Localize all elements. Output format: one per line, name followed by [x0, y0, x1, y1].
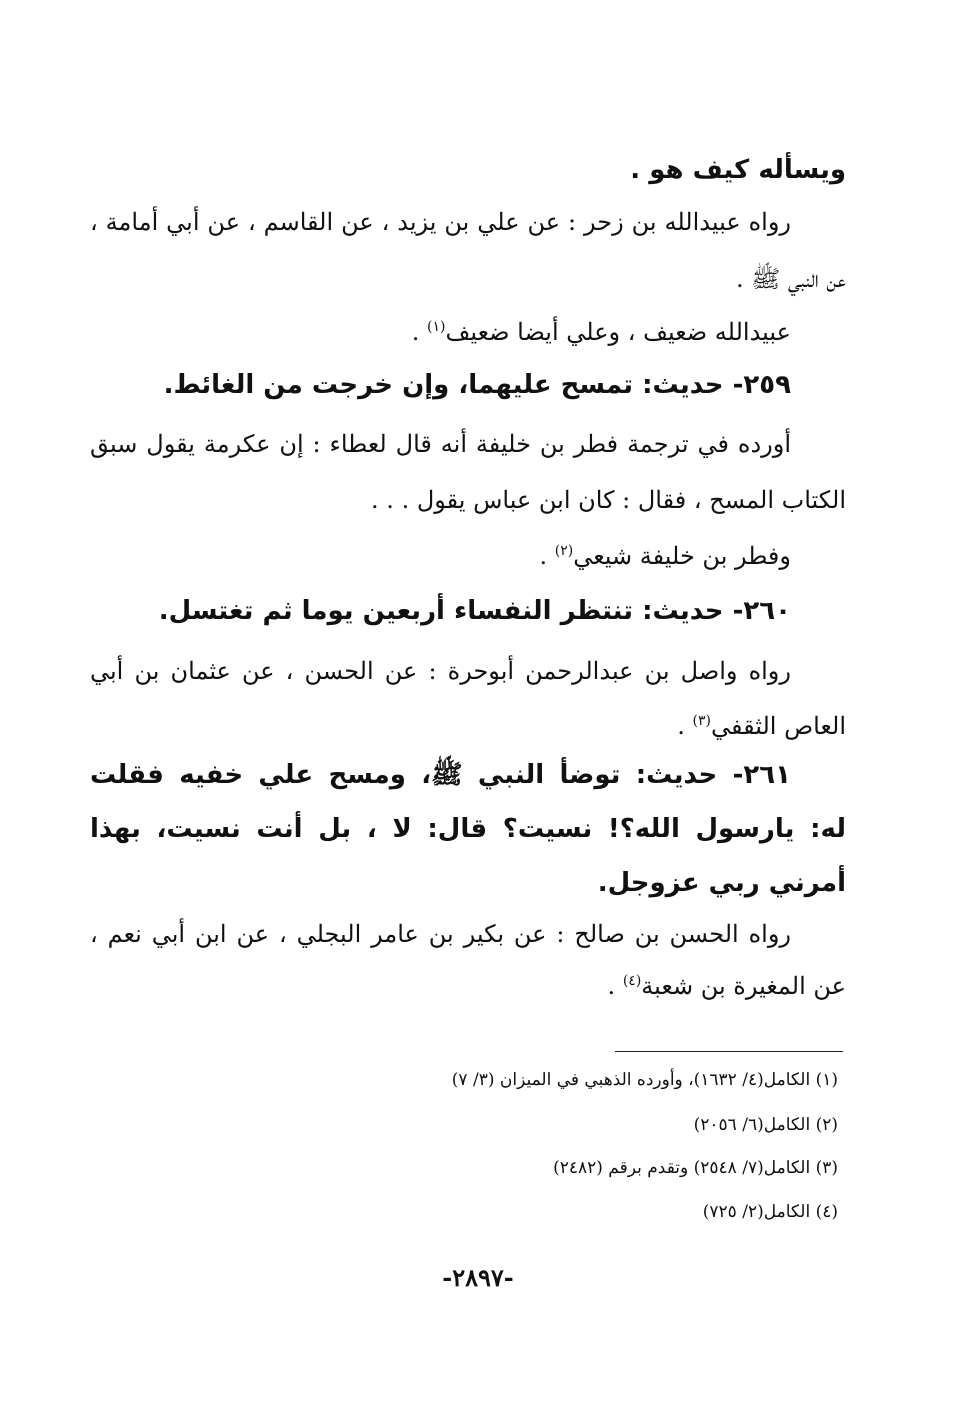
period: .: [539, 542, 555, 570]
period: .: [411, 318, 428, 346]
footnote-1: (١) الكامل(٤/ ١٦٣٢)، وأورده الذهبي في الميزان (٣/ ٧): [451, 1070, 838, 1090]
footnote-ref-1: (١): [427, 319, 446, 335]
hadith-261-heading-3: أمرني ربي عزوجل.: [597, 868, 846, 898]
period: .: [677, 712, 693, 740]
footnote-ref-2: (٢): [554, 543, 574, 559]
footnote-ref-3: (٣): [692, 713, 711, 729]
hadith-261-heading-2: له: يارسول الله؟! نسيت؟ قال: لا ، بل أنت نسيت، بهذا: [90, 814, 846, 844]
footnote-separator: [615, 1051, 843, 1052]
text-line-7: الكتاب المسح ، فقال : كان ابن عباس يقول . . .: [371, 486, 846, 514]
text-line-10: رواه واصل بن عبدالرحمن أبوحرة : عن الحسن ، عن عثمان بن أبي: [90, 657, 791, 685]
text-line-1: ويسأله كيف هو .: [630, 155, 846, 185]
period: .: [607, 972, 623, 1000]
text-line-11-body: العاص الثقفي: [710, 712, 846, 740]
hadith-259-heading: ٢٥٩- حديث: تمسح عليهما، وإن خرجت من الغائط.: [163, 370, 791, 400]
text-line-4-body: عبيدالله ضعيف ، وعلي أيضا ضعيف: [445, 318, 791, 346]
text-line-16: [90, 972, 846, 1000]
text-line-6: أورده في ترجمة فطر بن خليفة أنه قال لعطاء : إن عكرمة يقول سبق: [90, 430, 791, 458]
text-line-3: عن النبي ﷺ .: [735, 265, 846, 293]
page-number: -٢٨٩٧-: [442, 1263, 514, 1292]
hadith-260-heading: ٢٦٠- حديث: تنتظر النفساء أربعين يوما ثم تغتسل.: [158, 596, 791, 626]
text-line-2: رواه عبيدالله بن زحر : عن علي بن يزيد ، عن القاسم ، عن أبي أمامة ،: [90, 208, 791, 236]
text-line-11: [90, 712, 846, 740]
hadith-261-heading-1: ٢٦١- حديث: توضأ النبي ﷺ، ومسح علي خفيه فقلت: [90, 760, 791, 790]
footnote-ref-4: (٤): [622, 973, 642, 989]
text-line-16-body: عن المغيرة بن شعبة: [641, 972, 846, 1000]
text-line-15: رواه الحسن بن صالح : عن بكير بن عامر البجلي ، عن ابن أبي نعم ،: [90, 920, 791, 948]
text-line-8: [90, 542, 791, 570]
text-line-4: [90, 318, 791, 346]
footnote-2: (٢) الكامل(٦/ ٢٠٥٦): [693, 1115, 838, 1135]
text-line-8-body: وفطر بن خليفة شيعي: [573, 542, 791, 570]
footnote-3: (٣) الكامل(٧/ ٢٥٤٨) وتقدم برقم (٢٤٨٢): [553, 1158, 838, 1178]
footnote-4: (٤) الكامل(٢/ ٧٢٥): [702, 1202, 838, 1222]
